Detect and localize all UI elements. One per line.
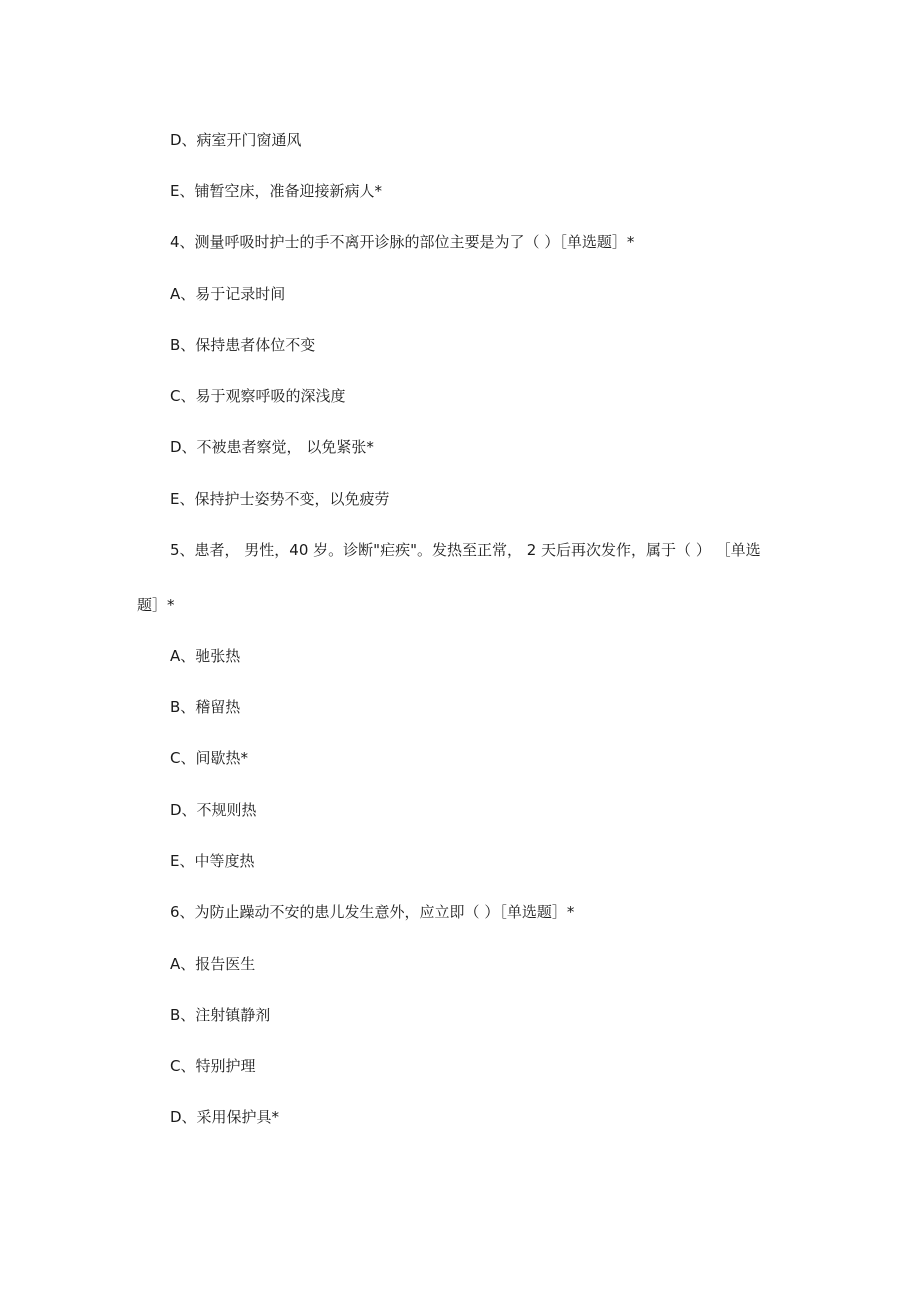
question-4-stem: 4、测量呼吸时护士的手不离开诊脉的部位主要是为了（ ）［单选题］* xyxy=(170,233,635,251)
q4-option-e: E、保持护士姿势不变，以免疲劳 xyxy=(170,490,390,508)
question-5-stem: 5、患者， 男性，40 岁。诊断"疟疾"。发热至正常， 2 天后再次发作，属于（ ） ［单选 xyxy=(170,541,761,559)
q5-option-e: E、中等度热 xyxy=(170,852,255,870)
q4-option-a: A、易于记录时间 xyxy=(170,285,286,303)
q6-option-a: A、报告医生 xyxy=(170,955,256,973)
q4-option-d: D、不被患者察觉， 以免紧张* xyxy=(170,438,374,456)
q6-option-b: B、注射镇静剂 xyxy=(170,1006,271,1024)
q5-option-b: B、稽留热 xyxy=(170,698,241,716)
q6-option-c: C、特别护理 xyxy=(170,1057,256,1075)
q4-option-c: C、易于观察呼吸的深浅度 xyxy=(170,387,346,405)
q5-option-a: A、驰张热 xyxy=(170,647,241,665)
q5-option-d: D、不规则热 xyxy=(170,801,257,819)
question-6-stem: 6、为防止躁动不安的患儿发生意外，应立即（ ）［单选题］* xyxy=(170,903,575,921)
q5-option-c: C、间歇热* xyxy=(170,749,248,767)
question-5-stem-continued: 题］* xyxy=(137,596,175,614)
q4-option-b: B、保持患者体位不变 xyxy=(170,336,316,354)
q3-option-d: D、病室开门窗通风 xyxy=(170,131,302,149)
q3-option-e: E、铺暂空床，准备迎接新病人* xyxy=(170,182,382,200)
q6-option-d: D、采用保护具* xyxy=(170,1108,280,1126)
